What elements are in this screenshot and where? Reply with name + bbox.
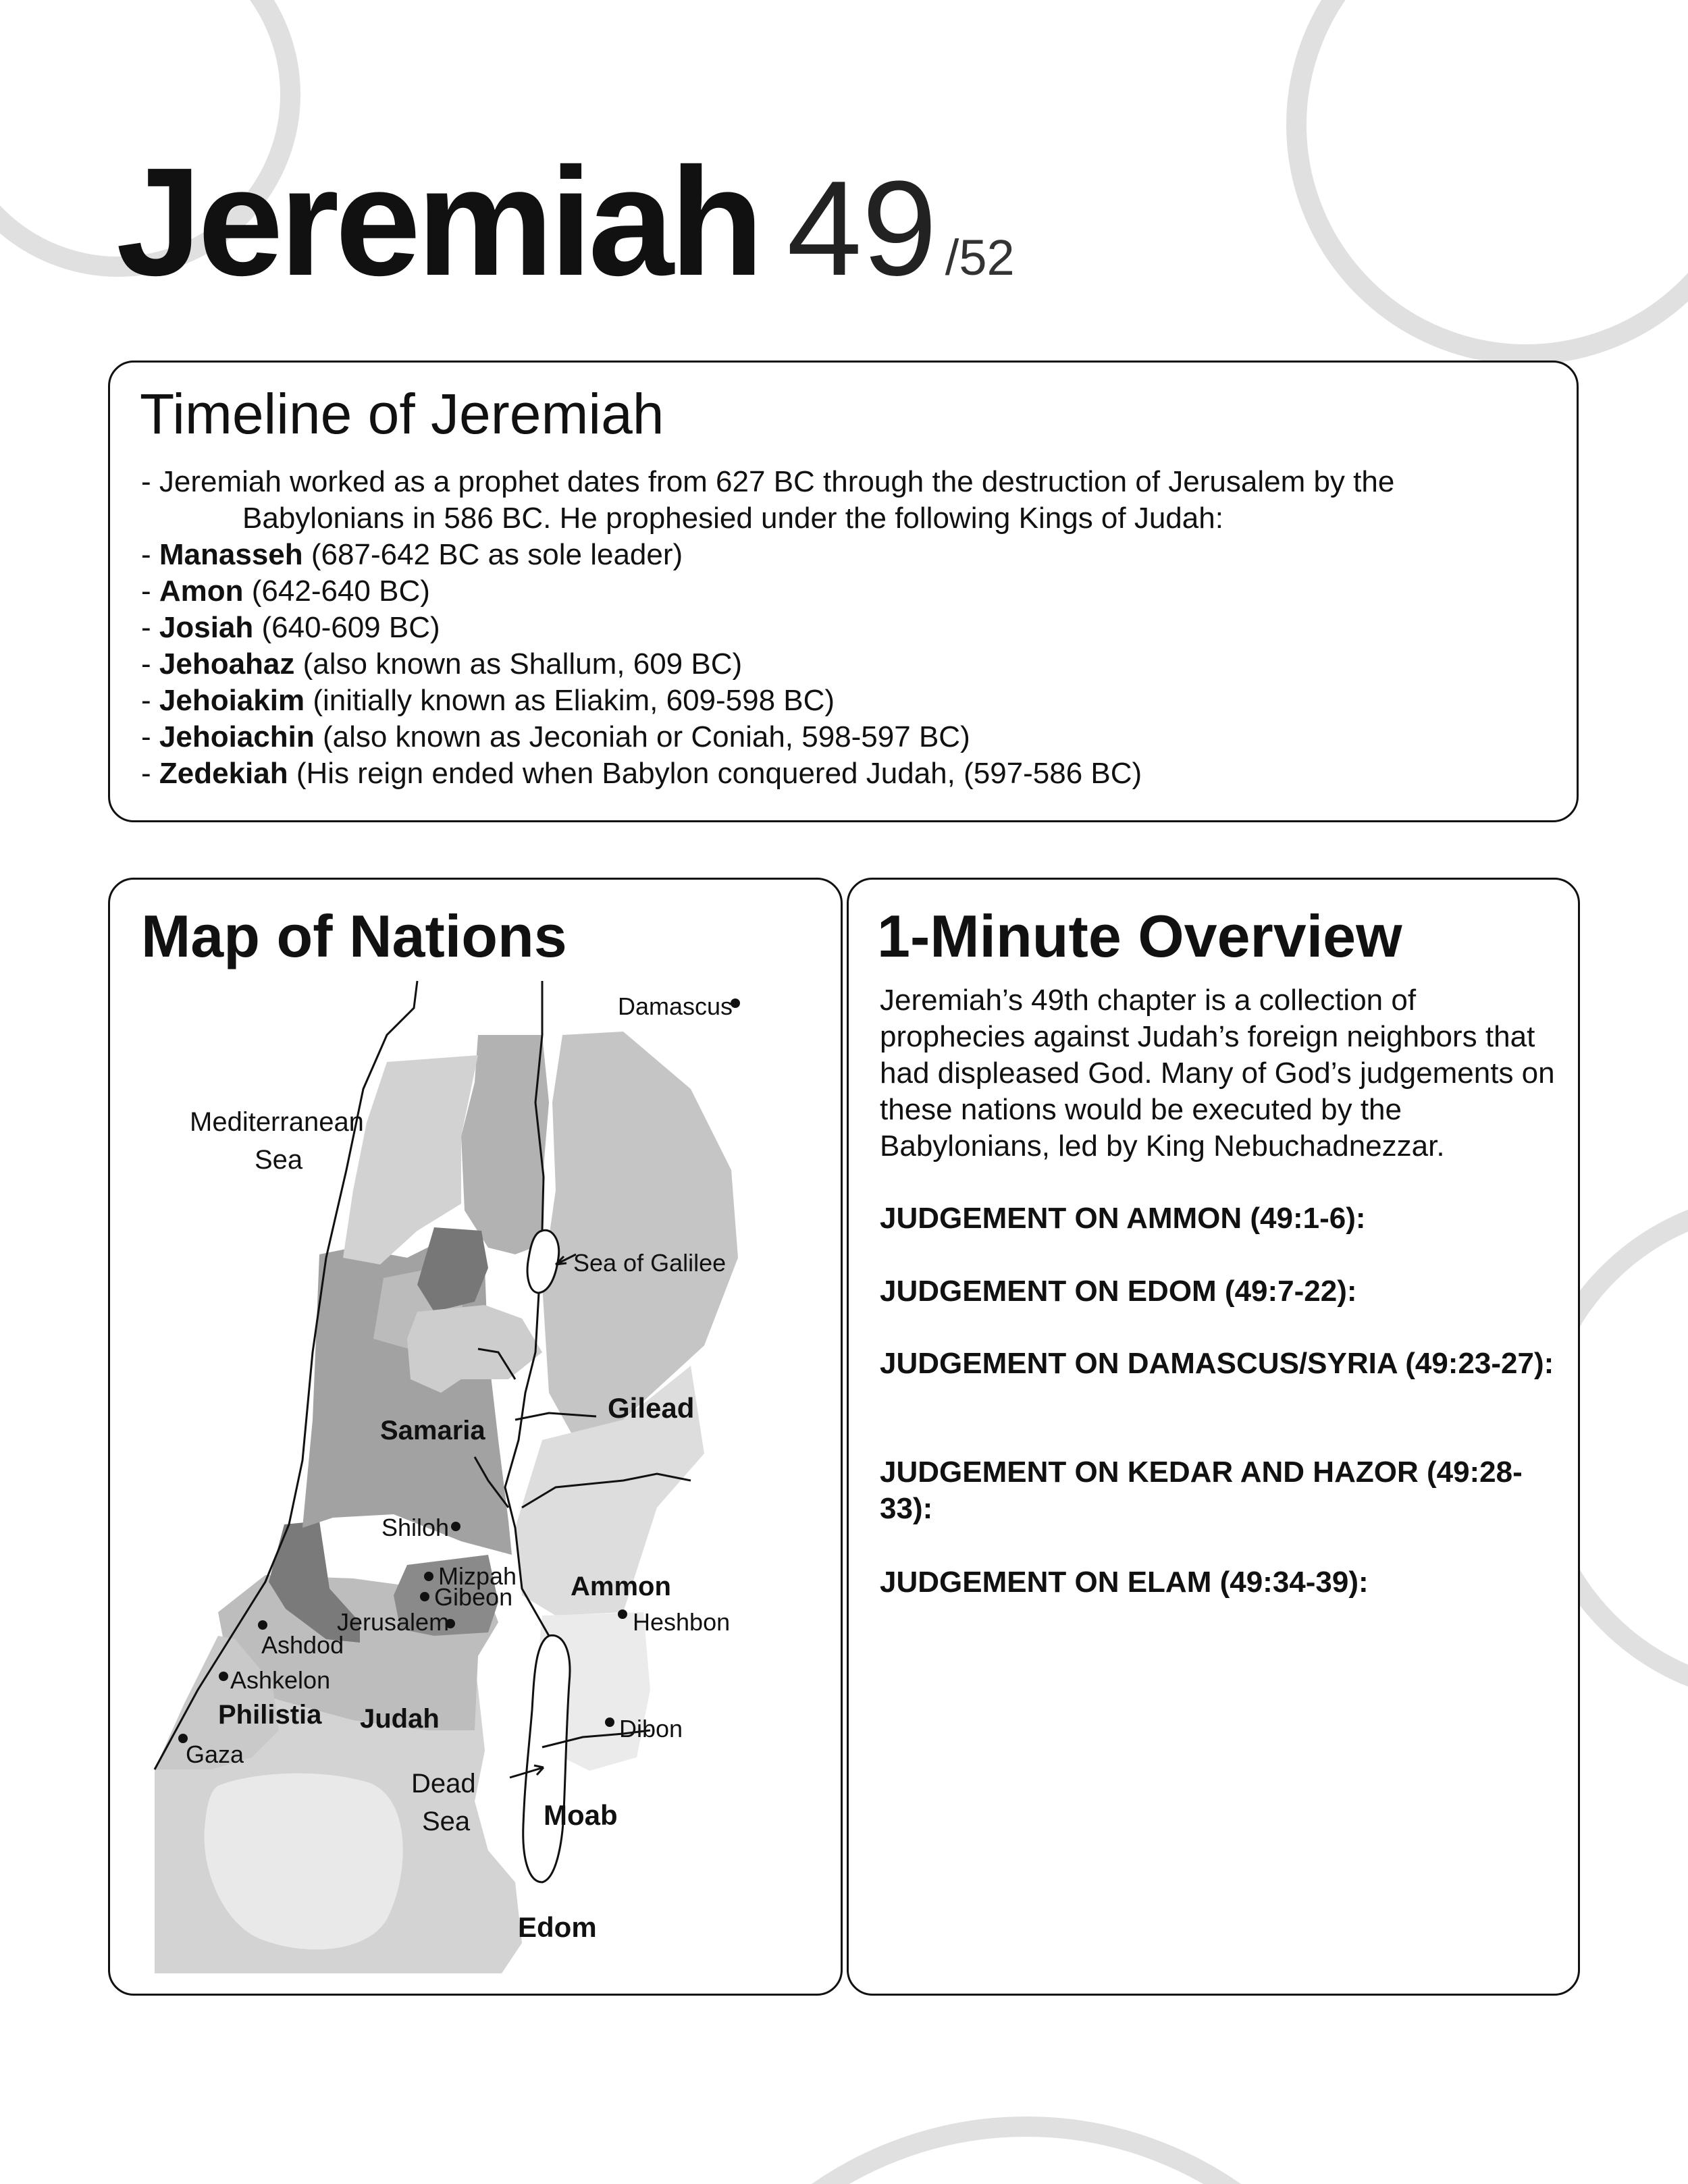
- region-gilead: [542, 1032, 738, 1454]
- book-name: Jeremiah: [116, 136, 760, 308]
- label-heshbon: Heshbon: [633, 1608, 731, 1636]
- king-name: Josiah: [159, 611, 254, 644]
- dead-sea: [523, 1635, 570, 1882]
- king-name: Jehoiachin: [159, 720, 315, 753]
- label-gibeon: Gibeon: [434, 1583, 513, 1611]
- timeline-title: Timeline of Jeremiah: [140, 382, 664, 446]
- king-detail: (initially known as Eliakim, 609-598 BC): [305, 684, 835, 717]
- king-detail: (687-642 BC as sole leader): [302, 538, 683, 571]
- deco-circle-bottom: [662, 2127, 1391, 2184]
- king-detail: (His reign ended when Babylon conquered Judah, (597-586 BC): [288, 757, 1142, 790]
- king-name: Amon: [159, 575, 244, 608]
- label-damascus: Damascus: [618, 992, 733, 1020]
- king-name: Zedekiah: [159, 757, 288, 790]
- map-title: Map of Nations: [141, 903, 567, 969]
- king-detail: (also known as Jeconiah or Coniah, 598-597 BC): [314, 720, 970, 753]
- city-dot-ashdod: [258, 1620, 267, 1630]
- label-mediterranean: Mediterranean: [190, 1107, 364, 1137]
- overview-text: Jeremiah’s 49th chapter is a collection of prophecies against Judah’s foreign neighbors that had displeased God. Many of God’s judgements on these nations would be executed by the Babylonians, led by King Nebuchadnezzar.: [880, 984, 1555, 1163]
- king-name: Jehoiakim: [159, 684, 305, 717]
- label-philistia: Philistia: [218, 1700, 322, 1730]
- timeline-box: [108, 361, 1579, 822]
- king-detail: (642-640 BC): [243, 575, 430, 608]
- king-name: Manasseh: [159, 538, 303, 571]
- page-title: [116, 136, 1015, 308]
- label-gilead: Gilead: [608, 1392, 695, 1424]
- timeline-intro: - Jeremiah worked as a prophet dates from 627 BC through the destruction of Jerusalem by the Babylonians in 586 BC. He prophesied under the following Kings of Judah:: [141, 465, 1395, 535]
- overview-box: [847, 878, 1580, 1996]
- label-moab: Moab: [544, 1799, 618, 1831]
- overview-title: 1-Minute Overview: [877, 903, 1402, 969]
- timeline-item: - Jehoahaz (also known as Shallum, 609 BC): [141, 647, 743, 681]
- label-shiloh: Shiloh: [381, 1514, 450, 1541]
- timeline-item: - Manasseh (687-642 BC as sole leader): [141, 538, 683, 571]
- label-judah: Judah: [360, 1704, 440, 1734]
- king-detail: (640-609 BC): [253, 611, 440, 644]
- timeline-item: - Zedekiah (His reign ended when Babylon conquered Judah, (597-586 BC): [141, 757, 1142, 790]
- king-name: Jehoahaz: [159, 647, 295, 681]
- judgement-damascus: JUDGEMENT ON DAMASCUS/SYRIA (49:23-27):: [880, 1347, 1554, 1380]
- label-samaria: Samaria: [380, 1416, 485, 1445]
- label-dead-sea: Sea: [422, 1807, 471, 1836]
- chapter-total: /52: [945, 230, 1015, 286]
- label-jerusalem: Jerusalem: [337, 1608, 450, 1636]
- city-dot-shiloh: [451, 1522, 460, 1531]
- city-dot-dibon: [605, 1717, 614, 1727]
- map-of-nations: [110, 880, 841, 1994]
- chapter-number: 49: [787, 153, 937, 304]
- city-dot-mizpah: [424, 1572, 433, 1581]
- label-gaza: Gaza: [186, 1740, 244, 1768]
- label-mizpah: Mizpah: [438, 1562, 517, 1590]
- judgement-edom: JUDGEMENT ON EDOM (49:7-22):: [880, 1275, 1357, 1308]
- judgement-kedar-hazor: JUDGEMENT ON KEDAR AND HAZOR (49:28-33):: [880, 1456, 1523, 1525]
- city-dot-ashkelon: [219, 1672, 228, 1681]
- city-dot-heshbon: [618, 1609, 627, 1619]
- label-edom: Edom: [518, 1911, 597, 1943]
- label-ashdod: Ashdod: [261, 1631, 344, 1659]
- deco-circle-top-right: [1296, 0, 1688, 354]
- judgement-ammon: JUDGEMENT ON AMMON (49:1-6):: [880, 1202, 1366, 1235]
- timeline-list: [141, 464, 1546, 792]
- timeline-item: - Amon (642-640 BC): [141, 575, 430, 608]
- label-ammon: Ammon: [571, 1572, 671, 1601]
- label-dibon: Dibon: [619, 1715, 683, 1742]
- label-galilee: Sea of Galilee: [573, 1249, 727, 1277]
- timeline-item: - Jehoiachin (also known as Jeconiah or Coniah, 598-597 BC): [141, 720, 970, 753]
- judgement-elam: JUDGEMENT ON ELAM (49:34-39):: [880, 1566, 1369, 1599]
- king-detail: (also known as Shallum, 609 BC): [294, 647, 743, 681]
- label-sea: Sea: [255, 1145, 303, 1175]
- timeline-item: - Josiah (640-609 BC): [141, 611, 440, 644]
- map-box: [108, 878, 843, 1996]
- label-dead: Dead: [411, 1769, 476, 1799]
- timeline-item: - Jehoiakim (initially known as Eliakim, 609-598 BC): [141, 684, 835, 717]
- label-ashkelon: Ashkelon: [230, 1666, 331, 1694]
- city-dot-gibeon: [420, 1592, 429, 1601]
